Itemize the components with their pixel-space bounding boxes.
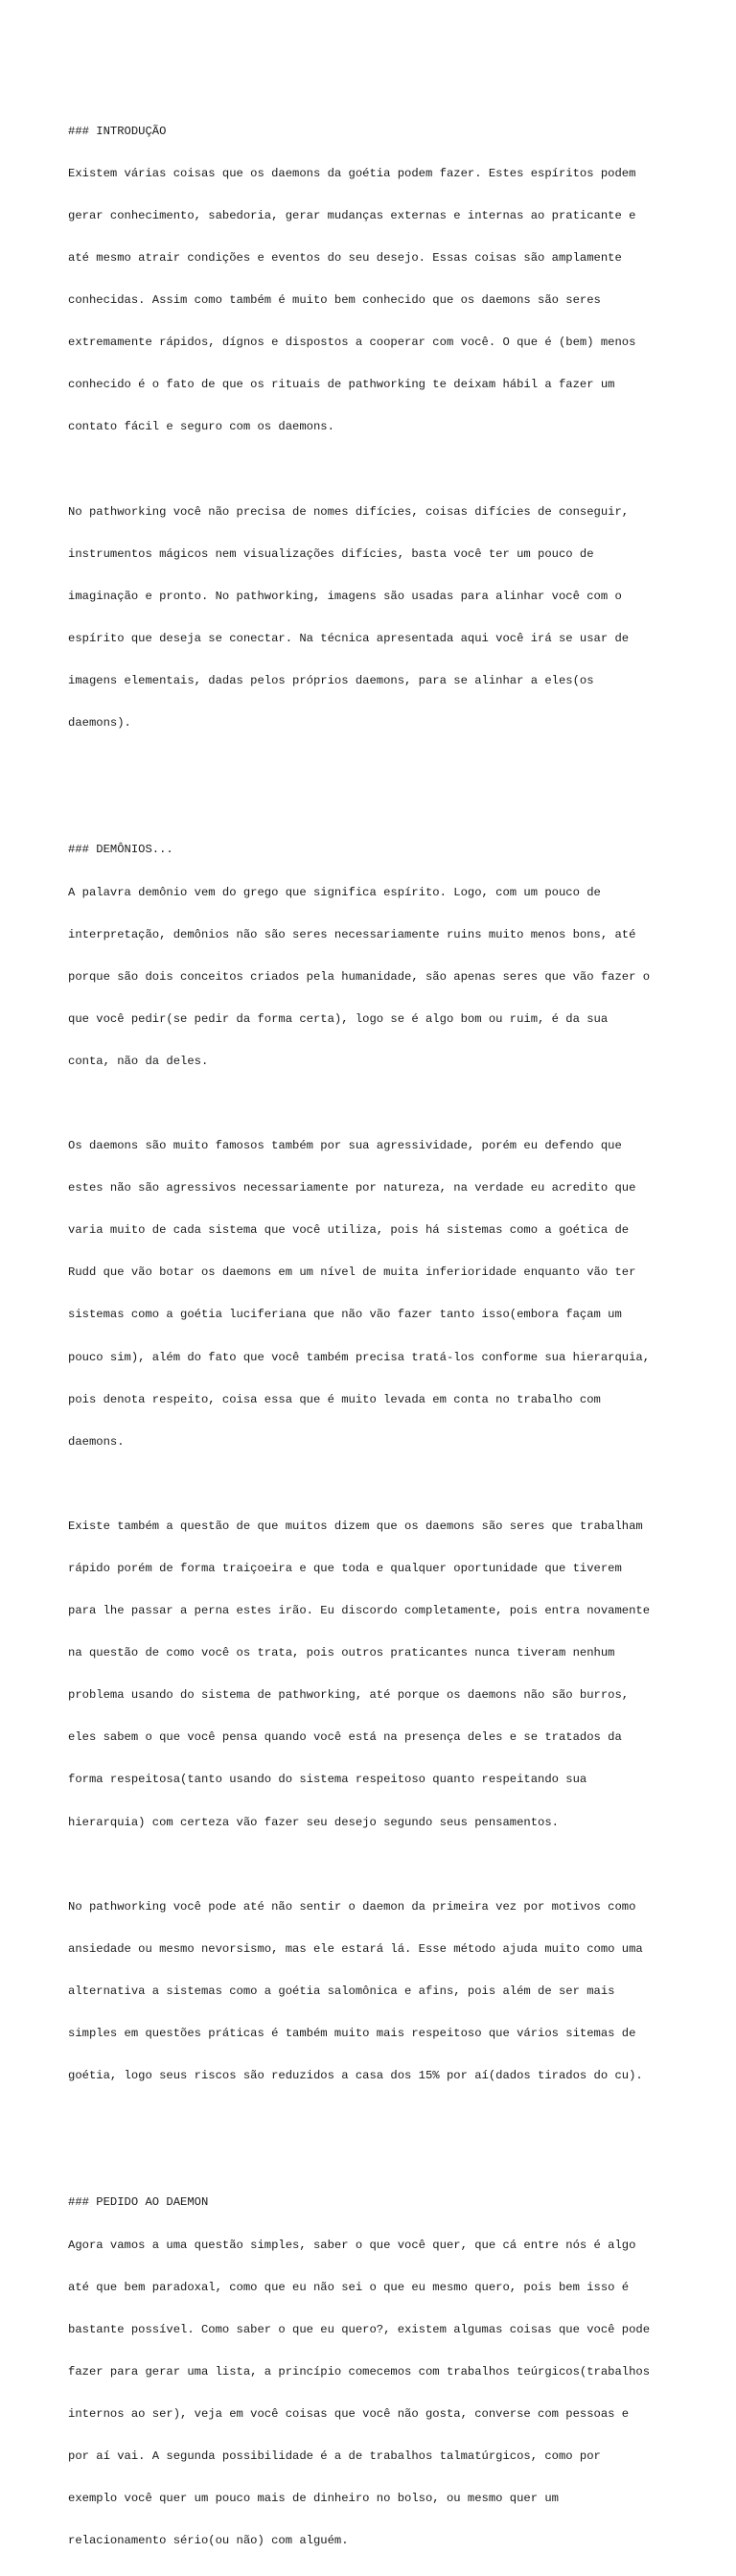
paragraph-line: Rudd que vão botar os daemons em um nível de muita inferioridade enquanto vão ter [68,1265,636,1280]
paragraph-line: conta, não da deles. [68,1054,209,1068]
paragraph-line: Existe também a questão de que muitos dizem que os daemons são seres que trabalham [68,1519,643,1533]
paragraph-line: pois denota respeito, coisa essa que é muito levada em conta no trabalho com [68,1392,601,1406]
paragraph-line: bastante possível. Como saber o que eu quero?, existem algumas coisas que você pode [68,2322,651,2336]
paragraph-line: até que bem paradoxal, como que eu não sei o que eu mesmo quero, pois bem isso é [68,2280,630,2294]
paragraph-line: conhecidas. Assim como também é muito bem conhecido que os daemons são seres [68,293,601,308]
paragraph-line: eles sabem o que você pensa quando você está na presença deles e se tratados da [68,1730,622,1745]
paragraph-line: gerar conhecimento, sabedoria, gerar mudanças externas e internas ao praticante e [68,209,636,222]
paragraph-line: extremamente rápidos, dígnos e dispostos a cooperar com você. O que é (bem) menos [68,336,636,350]
paragraph-line: conhecido é o fato de que os rituais de pathworking te deixam hábil a fazer um [68,378,615,392]
paragraph-line: goétia, logo seus riscos são reduzidos a casa dos 15% por aí(dados tirados do cu). [68,2069,643,2083]
paragraph-line: porque são dois conceitos criados pela humanidade, são apenas seres que vão fazer o [68,969,651,984]
paragraph-spacer [68,463,681,477]
paragraph-line: contato fácil e seguro com os daemons. [68,420,334,434]
paragraph-line: fazer para gerar uma lista, a princípio comecemos com trabalhos teúrgicos(trabalhos [68,2364,651,2379]
section-heading-introducao: ### INTRODUÇÃO [68,124,167,138]
paragraph-line: No pathworking você pode até não sentir o daemon da primeira vez por motivos como [68,1899,636,1914]
paragraph-line: estes não são agressivos necessariamente por natureza, na verdade eu acredito que [68,1181,636,1195]
document-page [68,68,681,2576]
paragraph-line: imaginação e pronto. No pathworking, imagens são usadas para alinhar você com o [68,589,622,603]
paragraph-line: até mesmo atrair condições e eventos do seu desejo. Essas coisas são amplamente [68,251,622,266]
paragraph-line: forma respeitosa(tanto usando do sistema respeitoso quanto respeitando sua [68,1773,587,1787]
section-heading-pedido-ao-daemon: ### PEDIDO AO DAEMON [68,2195,209,2210]
paragraph-line: daemons). [68,716,131,731]
paragraph-line: Agora vamos a uma questão simples, saber o que você quer, que cá entre nós é algo [68,2238,636,2252]
section-spacer [68,2111,681,2139]
section-heading-demonios: ### DEMÔNIOS... [68,843,173,857]
paragraph-line: instrumentos mágicos nem visualizações difícies, basta você ter um pouco de [68,546,594,561]
paragraph-line: relacionamento sério(ou não) com alguém. [68,2534,349,2548]
paragraph-line: imagens elementais, dadas pelos próprios daemons, para se alinhar a eles(os [68,674,594,688]
paragraph-line: rápido porém de forma traiçoeira e que toda e qualquer oportunidade que tiverem [68,1562,622,1576]
paragraph-spacer [68,1477,681,1492]
paragraph-line: problema usando do sistema de pathworking, até porque os daemons não são burros, [68,1688,630,1703]
paragraph-line: que você pedir(se pedir da forma certa), logo se é algo bom ou ruim, é da sua [68,1011,609,1026]
paragraph-line: para lhe passar a perna estes irão. Eu discordo completamente, pois entra novamente [68,1604,651,1618]
paragraph-line: internos ao ser), veja em você coisas que você não gosta, converse com pessoas e [68,2406,630,2421]
paragraph-line: ansiedade ou mesmo nevorsismo, mas ele estará lá. Esse método ajuda muito como uma [68,1941,643,1956]
paragraph-line: simples em questões práticas é também muito mais respeitoso que vários sitemas de [68,2027,636,2041]
paragraph-line: na questão de como você os trata, pois outros praticantes nunca tiveram nenhum [68,1646,615,1660]
paragraph-line: sistemas como a goétia luciferiana que não vão fazer tanto isso(embora façam um [68,1308,622,1322]
section-spacer [68,758,681,786]
paragraph-line: Os daemons são muito famosos também por sua agressividade, porém eu defendo que [68,1139,622,1153]
paragraph-line: A palavra demônio vem do grego que significa espírito. Logo, com um pouco de [68,885,601,899]
paragraph-line: interpretação, demônios não são seres necessariamente ruins muito menos bons, até [68,927,636,941]
paragraph-line: exemplo você quer um pouco mais de dinheiro no bolso, ou mesmo quer um [68,2492,559,2506]
paragraph-line: hierarquia) com certeza vão fazer seu desejo segundo seus pensamentos. [68,1815,559,1829]
paragraph-line: No pathworking você não precisa de nomes difícies, coisas difícies de conseguir, [68,504,630,519]
paragraph-line: alternativa a sistemas como a goétia salomônica e afins, pois além de ser mais [68,1984,615,1998]
paragraph-line: espírito que deseja se conectar. Na técnica apresentada aqui você irá se usar de [68,631,630,645]
paragraph-line: varia muito de cada sistema que você utiliza, pois há sistemas como a goética de [68,1223,630,1238]
paragraph-line: daemons. [68,1434,125,1449]
paragraph-line: por aí vai. A segunda possibilidade é a de trabalhos talmatúrgicos, como por [68,2449,601,2463]
paragraph-spacer [68,1858,681,1872]
paragraph-line: Existem várias coisas que os daemons da goétia podem fazer. Estes espíritos podem [68,166,636,180]
paragraph-line: pouco sim), além do fato que você também precisa tratá-los conforme sua hierarquia, [68,1350,651,1364]
paragraph-spacer [68,1097,681,1111]
